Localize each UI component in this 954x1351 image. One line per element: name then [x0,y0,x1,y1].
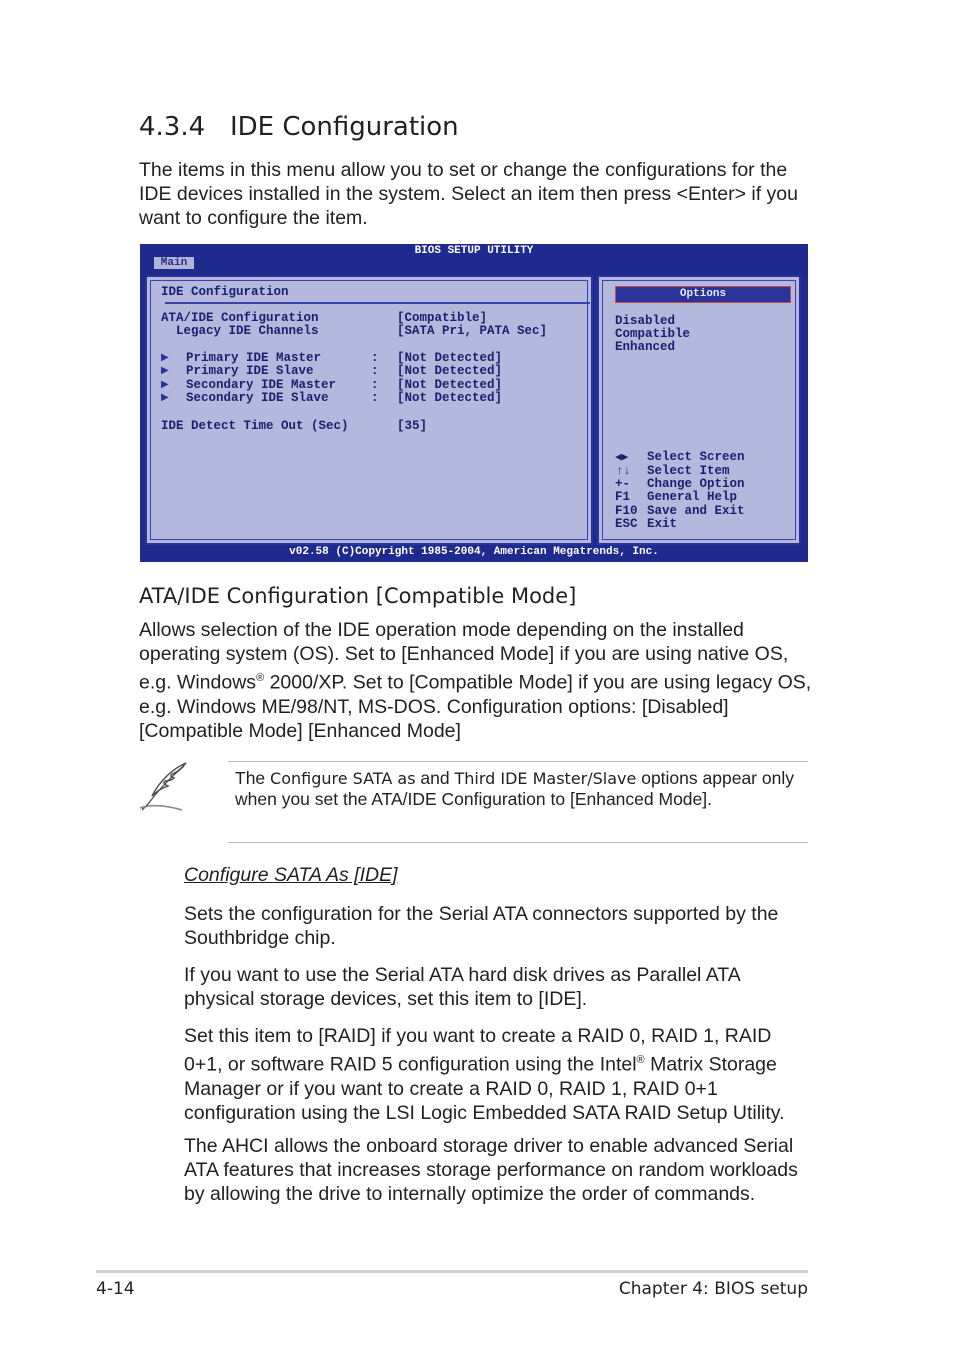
help-key: F10 [615,504,638,518]
bios-copyright: v02.58 (C)Copyright 1985-2004, American Megatrends, Inc. [289,546,659,558]
registered-mark: ® [256,672,265,685]
footer-rule [96,1270,808,1273]
page-number: 4-14 [96,1279,135,1299]
submenu-arrow-icon: ▶ [161,392,169,403]
registered-mark: ® [636,1054,645,1067]
note-bottom-rule [228,842,808,843]
submenu-arrow-icon: ▶ [161,365,169,376]
bios-item-label[interactable]: Secondary IDE Slave [186,391,329,405]
desc-part: 2000/XP. Set to [Compatible Mode] if you are using legacy OS, e.g. Windows ME/98/NT, MS-DOS. Configuration options: [Disabled] [Compatible Mode] [Enhanced Mode] [139,671,812,743]
bios-item-value: [Not Detected] [397,378,503,392]
subsection-title: ATA/IDE Configuration [Compatible Mode] [139,584,577,608]
up-down-arrows-icon: ↑↓ [616,464,631,478]
help-text: Save and Exit [647,504,745,518]
option-item[interactable]: Disabled [615,314,676,328]
note-feather-icon [138,760,192,814]
subsection-description [139,618,819,744]
bios-item-sep: : [371,351,379,365]
bios-item-sep: : [371,378,379,392]
options-header: Options [615,286,791,303]
help-key: +- [615,477,631,491]
para-part: Set this item to [RAID] if you want to create a RAID 0, RAID 1, RAID 0+1, or software RAID 5 configuration using the Intel [184,1025,772,1076]
bios-item-sep: : [371,364,379,378]
bios-item-label[interactable]: Legacy IDE Channels [161,324,319,338]
bios-item-value: [Not Detected] [397,391,503,405]
bios-screen [140,244,808,562]
help-text: Select Screen [647,450,745,464]
left-right-arrows-icon: ◀▶ [615,452,629,464]
submenu-arrow-icon: ▶ [161,352,169,363]
note-part: options appear only when you set the ATA/IDE Configuration to [Enhanced Mode]. [235,768,794,810]
bios-item-label[interactable]: Secondary IDE Master [186,378,337,392]
sata-paragraph: If you want to use the Serial ATA hard disk drives as Parallel ATA physical storage devices, set this item to [IDE]. [184,964,740,1011]
bios-item-value[interactable]: [SATA Pri, PATA Sec] [397,324,548,338]
bios-tab-main[interactable]: Main [154,257,194,269]
help-text: Change Option [647,477,745,491]
note-text [235,768,800,811]
bios-main-panel [145,275,593,545]
bios-help-panel [597,275,801,545]
bios-item-value[interactable]: [Compatible] [397,311,488,325]
bios-main-panel-inner [150,280,588,540]
bios-item-label[interactable]: ATA/IDE Configuration [161,311,319,325]
sata-heading: Configure SATA As [IDE] [184,864,398,886]
chapter-label: Chapter 4: BIOS setup [618,1279,808,1299]
note-item-name: Third IDE Master/Slave [454,769,637,788]
bios-item-value[interactable]: [35] [397,419,428,433]
bios-item-value: [Not Detected] [397,351,503,365]
note-top-rule [228,761,808,762]
help-key: F1 [615,490,631,504]
desc-part: Allows selection of the IDE operation mode depending on the installed operating system (OS). Set to [Enhanced Mode] if you are using native OS, e.g. Windows [139,619,789,694]
section-title [139,112,459,142]
bios-title: BIOS SETUP UTILITY [414,245,534,257]
help-key: ESC [615,517,638,531]
note-part: The [235,768,271,788]
note-part: and [415,768,455,788]
bios-item-sep: : [371,391,379,405]
bios-item-label[interactable]: IDE Detect Time Out (Sec) [161,419,349,433]
bios-item-value: [Not Detected] [397,364,503,378]
bios-item-label[interactable]: Primary IDE Master [186,351,322,365]
bios-panel-divider [165,302,590,304]
help-text: Select Item [647,464,730,478]
sata-paragraph [184,1024,814,1125]
submenu-arrow-icon: ▶ [161,379,169,390]
help-text: Exit [647,517,678,531]
note-item-name: Configure SATA as [270,769,416,788]
sata-paragraph: Sets the configuration for the Serial ATA connectors supported by the Southbridge chip. [184,903,779,950]
sata-paragraph: The AHCI allows the onboard storage driver to enable advanced Serial ATA features that increases storage performance on random workloads by allowing the drive to internally optimize the order of commands. [184,1135,798,1206]
intro-paragraph: The items in this menu allow you to set or change the configurations for the IDE devices installed in the system. Select an item then press <Enter> if you want to configure the item. [139,159,798,230]
help-text: General Help [647,490,738,504]
section-title-text: IDE Configuration [229,112,459,142]
bios-help-panel-inner [602,280,796,540]
option-item[interactable]: Enhanced [615,340,676,354]
para-part: Matrix Storage Manager or if you want to create a RAID 0, RAID 1, RAID 0+1 configuration using the LSI Logic Embedded SATA RAID Setup Utility. [184,1053,785,1125]
bios-item-label[interactable]: Primary IDE Slave [186,364,314,378]
bios-panel-title: IDE Configuration [161,285,289,299]
section-number: 4.3.4 [139,112,206,142]
option-item[interactable]: Compatible [615,327,691,341]
